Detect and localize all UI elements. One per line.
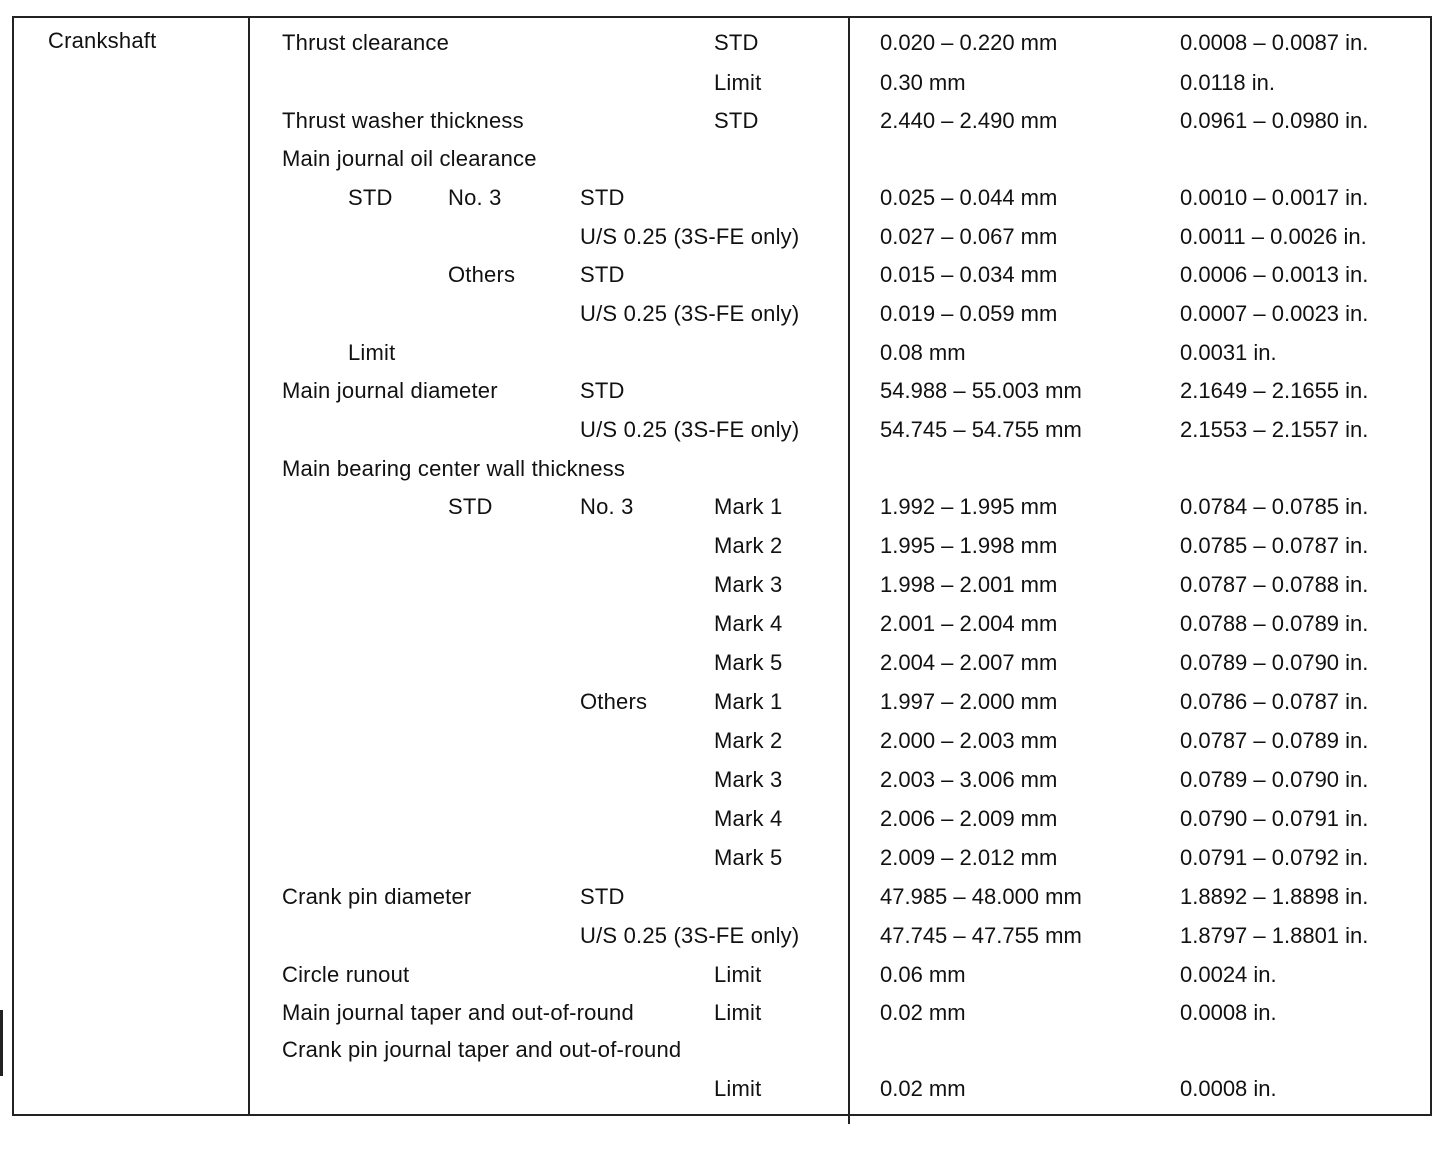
spec-value-mm: 2.003 – 3.006 mm (880, 767, 1058, 792)
spec-item-label: Thrust clearance (282, 30, 450, 55)
spec-value-in: 0.0011 – 0.0026 in. (1180, 224, 1367, 249)
spec-condition-label: Mark 3 (714, 572, 783, 597)
spec-condition-label: Mark 5 (714, 845, 783, 870)
spec-item-label: Thrust washer thickness (282, 108, 524, 133)
spec-item-label: Main journal oil clearance (282, 146, 537, 171)
spec-table-frame (12, 16, 1432, 1116)
spec-value-mm: 0.02 mm (880, 1000, 966, 1025)
spec-value-mm: 54.988 – 55.003 mm (880, 378, 1082, 403)
spec-value-in: 2.1553 – 2.1557 in. (1180, 417, 1369, 442)
spec-value-mm: 2.009 – 2.012 mm (880, 845, 1058, 870)
spec-value-mm: 0.02 mm (880, 1076, 966, 1101)
spec-value-mm: 0.06 mm (880, 962, 966, 987)
spec-value-in: 0.0118 in. (1180, 70, 1276, 95)
spec-variant-label: U/S 0.25 (3S-FE only) (580, 417, 800, 442)
spec-item-label: Main journal diameter (282, 378, 498, 403)
spec-value-in: 0.0961 – 0.0980 in. (1180, 108, 1369, 133)
spec-value-mm: 1.995 – 1.998 mm (880, 533, 1058, 558)
spec-value-mm: 2.440 – 2.490 mm (880, 108, 1058, 133)
spec-value-in: 1.8892 – 1.8898 in. (1180, 884, 1369, 909)
spec-value-in: 0.0007 – 0.0023 in. (1180, 301, 1369, 326)
spec-value-mm: 1.997 – 2.000 mm (880, 689, 1058, 714)
spec-variant-label: No. 3 (580, 494, 634, 519)
spec-condition-label: Mark 1 (714, 494, 783, 519)
spec-value-in: 0.0008 – 0.0087 in. (1180, 30, 1369, 55)
spec-value-in: 0.0006 – 0.0013 in. (1180, 262, 1369, 287)
spec-value-mm: 2.001 – 2.004 mm (880, 611, 1058, 636)
spec-variant-label: STD (580, 262, 625, 287)
spec-variant-label: U/S 0.25 (3S-FE only) (580, 301, 800, 326)
spec-value-in: 0.0010 – 0.0017 in. (1180, 185, 1369, 210)
spec-value-mm: 47.985 – 48.000 mm (880, 884, 1082, 909)
spec-value-in: 0.0787 – 0.0788 in. (1180, 572, 1369, 597)
spec-group-label: STD (448, 494, 493, 519)
spec-condition-label: Mark 3 (714, 767, 783, 792)
spec-value-mm: 2.006 – 2.009 mm (880, 806, 1058, 831)
spec-value-mm: 0.019 – 0.059 mm (880, 301, 1058, 326)
spec-condition-label: Mark 4 (714, 806, 783, 831)
spec-item-label: Crank pin journal taper and out-of-round (282, 1037, 682, 1062)
spec-variant-label: STD (580, 884, 625, 909)
spec-condition-label: Mark 4 (714, 611, 783, 636)
spec-value-in: 2.1649 – 2.1655 in. (1180, 378, 1369, 403)
spec-group-label: No. 3 (448, 185, 502, 210)
spec-item-label: Main journal taper and out-of-round (282, 1000, 634, 1025)
spec-value-mm: 2.000 – 2.003 mm (880, 728, 1058, 753)
spec-value-mm: 1.992 – 1.995 mm (880, 494, 1058, 519)
spec-value-mm: 0.020 – 0.220 mm (880, 30, 1058, 55)
spec-value-in: 0.0790 – 0.0791 in. (1180, 806, 1369, 831)
spec-value-in: 0.0784 – 0.0785 in. (1180, 494, 1369, 519)
spec-value-mm: 2.004 – 2.007 mm (880, 650, 1058, 675)
spec-condition-label: Limit (714, 70, 762, 95)
spec-item-label: Circle runout (282, 962, 410, 987)
spec-condition-label: STD (714, 108, 759, 133)
spec-value-mm: 47.745 – 47.755 mm (880, 923, 1082, 948)
spec-value-in: 0.0789 – 0.0790 in. (1180, 767, 1369, 792)
section-title: Crankshaft (48, 28, 157, 53)
spec-condition-label: Mark 2 (714, 533, 783, 558)
spec-condition-label: Mark 1 (714, 689, 783, 714)
spec-value-mm: 0.08 mm (880, 340, 966, 365)
spec-value-mm: 0.027 – 0.067 mm (880, 224, 1058, 249)
spec-variant-label: U/S 0.25 (3S-FE only) (580, 923, 800, 948)
spec-variant-label: Others (580, 689, 648, 714)
spec-value-mm: 1.998 – 2.001 mm (880, 572, 1058, 597)
spec-value-in: 0.0008 in. (1180, 1076, 1277, 1101)
spec-condition-label: Limit (714, 1000, 762, 1025)
spec-value-in: 0.0787 – 0.0789 in. (1180, 728, 1369, 753)
spec-condition-label: Mark 5 (714, 650, 783, 675)
spec-subgroup-label: Limit (348, 340, 396, 365)
spec-subgroup-label: STD (348, 185, 393, 210)
column-divider-right (848, 16, 850, 1124)
spec-variant-label: STD (580, 378, 625, 403)
spec-variant-label: U/S 0.25 (3S-FE only) (580, 224, 800, 249)
spec-value-mm: 0.30 mm (880, 70, 966, 95)
spec-item-label: Main bearing center wall thickness (282, 456, 626, 481)
scan-edge-mark (0, 1010, 3, 1076)
spec-item-label: Crank pin diameter (282, 884, 472, 909)
spec-group-label: Others (448, 262, 516, 287)
spec-variant-label: STD (580, 185, 625, 210)
spec-value-in: 0.0789 – 0.0790 in. (1180, 650, 1369, 675)
spec-value-mm: 0.025 – 0.044 mm (880, 185, 1058, 210)
spec-value-in: 0.0786 – 0.0787 in. (1180, 689, 1369, 714)
spec-value-mm: 0.015 – 0.034 mm (880, 262, 1058, 287)
spec-value-mm: 54.745 – 54.755 mm (880, 417, 1082, 442)
spec-value-in: 0.0788 – 0.0789 in. (1180, 611, 1369, 636)
spec-value-in: 1.8797 – 1.8801 in. (1180, 923, 1369, 948)
column-divider-left (248, 16, 250, 1116)
spec-value-in: 0.0024 in. (1180, 962, 1277, 987)
spec-value-in: 0.0008 in. (1180, 1000, 1277, 1025)
spec-value-in: 0.0785 – 0.0787 in. (1180, 533, 1369, 558)
spec-value-in: 0.0791 – 0.0792 in. (1180, 845, 1369, 870)
spec-condition-label: Limit (714, 1076, 762, 1101)
spec-condition-label: STD (714, 30, 759, 55)
spec-condition-label: Mark 2 (714, 728, 783, 753)
spec-condition-label: Limit (714, 962, 762, 987)
spec-value-in: 0.0031 in. (1180, 340, 1277, 365)
